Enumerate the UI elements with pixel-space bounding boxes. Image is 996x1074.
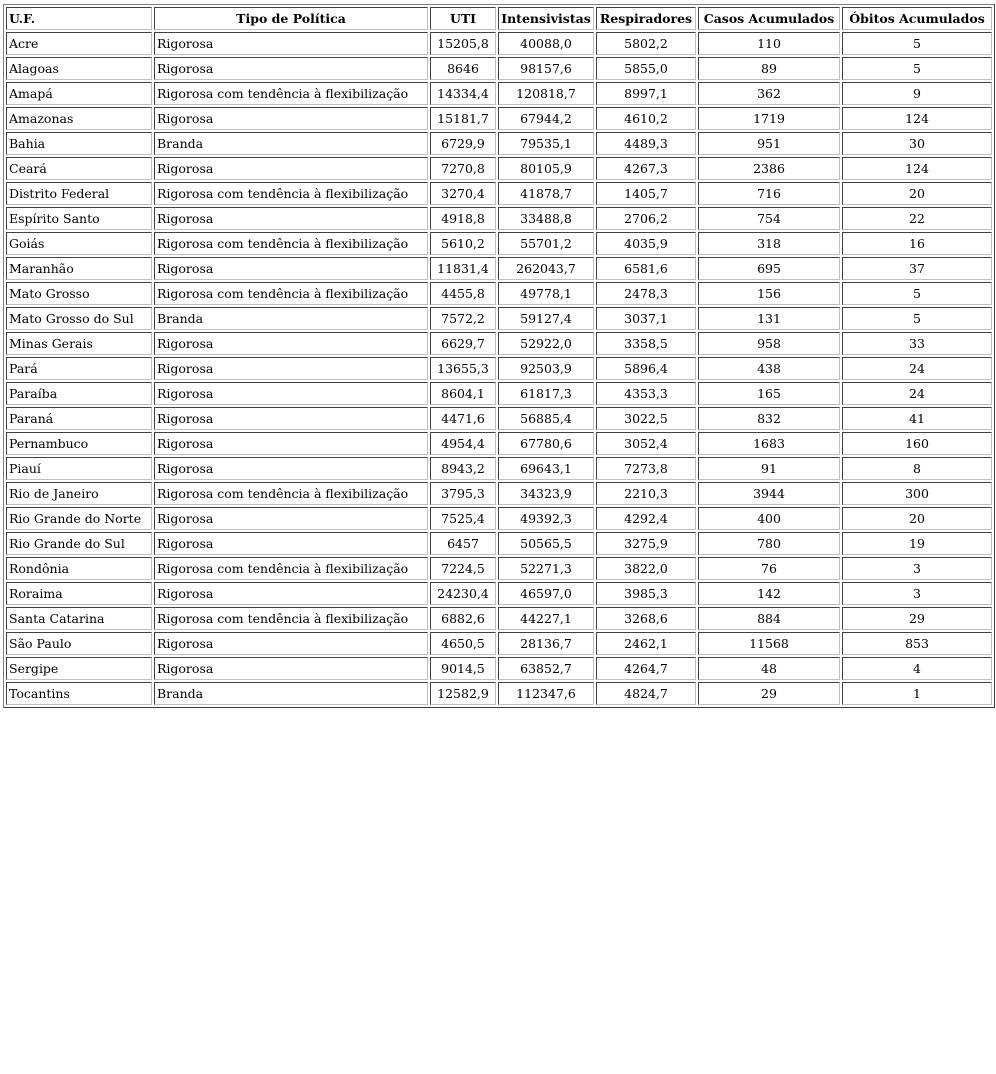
cell-tipo-politica: Rigorosa — [154, 357, 428, 380]
cell-respiradores: 4264,7 — [596, 657, 696, 680]
cell-respiradores: 4489,3 — [596, 132, 696, 155]
cell-uf: Amapá — [6, 82, 152, 105]
cell-uf: Maranhão — [6, 257, 152, 280]
cell-respiradores: 5802,2 — [596, 32, 696, 55]
cell-uf: Sergipe — [6, 657, 152, 680]
header-intensivistas: Intensivistas — [498, 7, 594, 30]
cell-respiradores: 4292,4 — [596, 507, 696, 530]
cell-respiradores: 8997,1 — [596, 82, 696, 105]
cell-uf: Espírito Santo — [6, 207, 152, 230]
cell-uti: 3270,4 — [430, 182, 496, 205]
cell-uf: Santa Catarina — [6, 607, 152, 630]
cell-tipo-politica: Rigorosa — [154, 207, 428, 230]
cell-tipo-politica: Rigorosa com tendência à flexibilização — [154, 557, 428, 580]
cell-tipo-politica: Rigorosa — [154, 632, 428, 655]
table-row — [6, 382, 992, 405]
cell-tipo-politica: Rigorosa — [154, 107, 428, 130]
table-row — [6, 107, 992, 130]
cell-uf: Goiás — [6, 232, 152, 255]
cell-respiradores: 4824,7 — [596, 682, 696, 705]
table-container — [3, 4, 995, 708]
cell-casos-acumulados: 438 — [698, 357, 840, 380]
table-row — [6, 682, 992, 705]
cell-tipo-politica: Rigorosa — [154, 432, 428, 455]
cell-respiradores: 5896,4 — [596, 357, 696, 380]
cell-casos-acumulados: 3944 — [698, 482, 840, 505]
cell-casos-acumulados: 165 — [698, 382, 840, 405]
cell-uf: Acre — [6, 32, 152, 55]
table-row — [6, 407, 992, 430]
cell-uf: Amazonas — [6, 107, 152, 130]
cell-tipo-politica: Branda — [154, 682, 428, 705]
cell-intensivistas: 59127,4 — [498, 307, 594, 330]
cell-uti: 8646 — [430, 57, 496, 80]
table-row — [6, 32, 992, 55]
cell-uf: Bahia — [6, 132, 152, 155]
cell-uti: 7525,4 — [430, 507, 496, 530]
cell-casos-acumulados: 362 — [698, 82, 840, 105]
cell-uf: Mato Grosso do Sul — [6, 307, 152, 330]
cell-tipo-politica: Rigorosa — [154, 407, 428, 430]
cell-uf: Pernambuco — [6, 432, 152, 455]
cell-respiradores: 7273,8 — [596, 457, 696, 480]
cell-obitos-acumulados: 3 — [842, 557, 992, 580]
header-uf: U.F. — [6, 7, 152, 30]
cell-uf: Piauí — [6, 457, 152, 480]
cell-casos-acumulados: 958 — [698, 332, 840, 355]
cell-intensivistas: 61817,3 — [498, 382, 594, 405]
cell-uti: 4650,5 — [430, 632, 496, 655]
cell-uti: 4471,6 — [430, 407, 496, 430]
cell-respiradores: 3022,5 — [596, 407, 696, 430]
cell-uf: Pará — [6, 357, 152, 380]
cell-tipo-politica: Rigorosa — [154, 457, 428, 480]
cell-uf: Paraná — [6, 407, 152, 430]
cell-tipo-politica: Rigorosa com tendência à flexibilização — [154, 607, 428, 630]
cell-respiradores: 4035,9 — [596, 232, 696, 255]
cell-respiradores: 3275,9 — [596, 532, 696, 555]
table-row — [6, 432, 992, 455]
cell-respiradores: 4610,2 — [596, 107, 696, 130]
cell-uf: Alagoas — [6, 57, 152, 80]
cell-uti: 6457 — [430, 532, 496, 555]
cell-uti: 15181,7 — [430, 107, 496, 130]
cell-obitos-acumulados: 16 — [842, 232, 992, 255]
cell-uf: Ceará — [6, 157, 152, 180]
cell-uti: 4918,8 — [430, 207, 496, 230]
table-row — [6, 232, 992, 255]
cell-casos-acumulados: 318 — [698, 232, 840, 255]
cell-respiradores: 4267,3 — [596, 157, 696, 180]
cell-intensivistas: 44227,1 — [498, 607, 594, 630]
table-row — [6, 207, 992, 230]
table-row — [6, 132, 992, 155]
header-casos-acumulados: Casos Acumulados — [698, 7, 840, 30]
cell-obitos-acumulados: 24 — [842, 357, 992, 380]
cell-respiradores: 3268,6 — [596, 607, 696, 630]
table-row — [6, 657, 992, 680]
cell-casos-acumulados: 2386 — [698, 157, 840, 180]
cell-tipo-politica: Branda — [154, 307, 428, 330]
cell-obitos-acumulados: 853 — [842, 632, 992, 655]
cell-respiradores: 2210,3 — [596, 482, 696, 505]
header-respiradores: Respiradores — [596, 7, 696, 30]
cell-obitos-acumulados: 300 — [842, 482, 992, 505]
cell-intensivistas: 80105,9 — [498, 157, 594, 180]
cell-uf: Distrito Federal — [6, 182, 152, 205]
cell-tipo-politica: Rigorosa — [154, 582, 428, 605]
cell-casos-acumulados: 11568 — [698, 632, 840, 655]
header-obitos-acumulados: Óbitos Acumulados — [842, 7, 992, 30]
cell-intensivistas: 92503,9 — [498, 357, 594, 380]
cell-uti: 6729,9 — [430, 132, 496, 155]
table-row — [6, 607, 992, 630]
cell-intensivistas: 52271,3 — [498, 557, 594, 580]
cell-respiradores: 3052,4 — [596, 432, 696, 455]
cell-intensivistas: 49778,1 — [498, 282, 594, 305]
cell-intensivistas: 69643,1 — [498, 457, 594, 480]
table-row — [6, 57, 992, 80]
table-row — [6, 532, 992, 555]
cell-uf: Rio de Janeiro — [6, 482, 152, 505]
cell-uti: 8943,2 — [430, 457, 496, 480]
cell-uti: 7224,5 — [430, 557, 496, 580]
cell-obitos-acumulados: 30 — [842, 132, 992, 155]
cell-uti: 7270,8 — [430, 157, 496, 180]
cell-uf: Rio Grande do Norte — [6, 507, 152, 530]
cell-casos-acumulados: 716 — [698, 182, 840, 205]
header-tipo-politica: Tipo de Política — [154, 7, 428, 30]
table-row — [6, 182, 992, 205]
cell-tipo-politica: Rigorosa — [154, 157, 428, 180]
cell-uf: Rio Grande do Sul — [6, 532, 152, 555]
cell-obitos-acumulados: 9 — [842, 82, 992, 105]
cell-intensivistas: 28136,7 — [498, 632, 594, 655]
cell-intensivistas: 41878,7 — [498, 182, 594, 205]
cell-tipo-politica: Rigorosa com tendência à flexibilização — [154, 482, 428, 505]
table-row — [6, 257, 992, 280]
cell-casos-acumulados: 754 — [698, 207, 840, 230]
cell-tipo-politica: Rigorosa com tendência à flexibilização — [154, 82, 428, 105]
cell-uf: Tocantins — [6, 682, 152, 705]
header-uti: UTI — [430, 7, 496, 30]
cell-uti: 13655,3 — [430, 357, 496, 380]
cell-uf: Minas Gerais — [6, 332, 152, 355]
cell-intensivistas: 112347,6 — [498, 682, 594, 705]
cell-tipo-politica: Rigorosa — [154, 532, 428, 555]
cell-tipo-politica: Rigorosa — [154, 32, 428, 55]
cell-casos-acumulados: 110 — [698, 32, 840, 55]
cell-intensivistas: 262043,7 — [498, 257, 594, 280]
cell-casos-acumulados: 142 — [698, 582, 840, 605]
cell-tipo-politica: Rigorosa — [154, 382, 428, 405]
cell-uti: 7572,2 — [430, 307, 496, 330]
cell-intensivistas: 98157,6 — [498, 57, 594, 80]
cell-obitos-acumulados: 20 — [842, 507, 992, 530]
cell-uti: 8604,1 — [430, 382, 496, 405]
cell-uti: 9014,5 — [430, 657, 496, 680]
cell-intensivistas: 56885,4 — [498, 407, 594, 430]
table-row — [6, 557, 992, 580]
cell-respiradores: 2478,3 — [596, 282, 696, 305]
cell-obitos-acumulados: 19 — [842, 532, 992, 555]
cell-obitos-acumulados: 29 — [842, 607, 992, 630]
cell-respiradores: 3985,3 — [596, 582, 696, 605]
cell-obitos-acumulados: 5 — [842, 32, 992, 55]
cell-casos-acumulados: 89 — [698, 57, 840, 80]
cell-casos-acumulados: 48 — [698, 657, 840, 680]
cell-uf: Mato Grosso — [6, 282, 152, 305]
cell-uti: 6629,7 — [430, 332, 496, 355]
cell-intensivistas: 79535,1 — [498, 132, 594, 155]
cell-intensivistas: 67944,2 — [498, 107, 594, 130]
cell-tipo-politica: Rigorosa — [154, 257, 428, 280]
cell-uf: Roraima — [6, 582, 152, 605]
cell-intensivistas: 55701,2 — [498, 232, 594, 255]
cell-respiradores: 4353,3 — [596, 382, 696, 405]
cell-obitos-acumulados: 160 — [842, 432, 992, 455]
cell-obitos-acumulados: 24 — [842, 382, 992, 405]
cell-uti: 4954,4 — [430, 432, 496, 455]
table-row — [6, 332, 992, 355]
cell-intensivistas: 120818,7 — [498, 82, 594, 105]
cell-intensivistas: 46597,0 — [498, 582, 594, 605]
cell-respiradores: 3358,5 — [596, 332, 696, 355]
cell-respiradores: 1405,7 — [596, 182, 696, 205]
cell-obitos-acumulados: 124 — [842, 107, 992, 130]
cell-obitos-acumulados: 1 — [842, 682, 992, 705]
cell-tipo-politica: Rigorosa — [154, 57, 428, 80]
cell-obitos-acumulados: 22 — [842, 207, 992, 230]
cell-obitos-acumulados: 124 — [842, 157, 992, 180]
cell-uf: São Paulo — [6, 632, 152, 655]
table-row — [6, 357, 992, 380]
cell-intensivistas: 33488,8 — [498, 207, 594, 230]
table-row — [6, 632, 992, 655]
cell-uti: 3795,3 — [430, 482, 496, 505]
table-row — [6, 307, 992, 330]
cell-obitos-acumulados: 5 — [842, 307, 992, 330]
cell-uti: 12582,9 — [430, 682, 496, 705]
cell-obitos-acumulados: 4 — [842, 657, 992, 680]
table-row — [6, 582, 992, 605]
cell-tipo-politica: Rigorosa — [154, 507, 428, 530]
cell-uti: 14334,4 — [430, 82, 496, 105]
cell-tipo-politica: Rigorosa com tendência à flexibilização — [154, 282, 428, 305]
cell-casos-acumulados: 400 — [698, 507, 840, 530]
cell-casos-acumulados: 1719 — [698, 107, 840, 130]
cell-obitos-acumulados: 5 — [842, 282, 992, 305]
cell-obitos-acumulados: 5 — [842, 57, 992, 80]
cell-respiradores: 2462,1 — [596, 632, 696, 655]
cell-uf: Rondônia — [6, 557, 152, 580]
cell-casos-acumulados: 695 — [698, 257, 840, 280]
cell-casos-acumulados: 29 — [698, 682, 840, 705]
cell-intensivistas: 63852,7 — [498, 657, 594, 680]
states-policy-table — [3, 4, 995, 708]
cell-tipo-politica: Rigorosa com tendência à flexibilização — [154, 182, 428, 205]
cell-intensivistas: 49392,3 — [498, 507, 594, 530]
cell-respiradores: 3037,1 — [596, 307, 696, 330]
cell-respiradores: 5855,0 — [596, 57, 696, 80]
table-row — [6, 457, 992, 480]
table-row — [6, 482, 992, 505]
cell-casos-acumulados: 780 — [698, 532, 840, 555]
cell-intensivistas: 34323,9 — [498, 482, 594, 505]
cell-respiradores: 3822,0 — [596, 557, 696, 580]
cell-uti: 11831,4 — [430, 257, 496, 280]
cell-casos-acumulados: 76 — [698, 557, 840, 580]
cell-respiradores: 2706,2 — [596, 207, 696, 230]
cell-obitos-acumulados: 37 — [842, 257, 992, 280]
cell-intensivistas: 40088,0 — [498, 32, 594, 55]
table-row — [6, 157, 992, 180]
cell-respiradores: 6581,6 — [596, 257, 696, 280]
table-body — [6, 32, 992, 705]
cell-intensivistas: 50565,5 — [498, 532, 594, 555]
cell-uti: 6882,6 — [430, 607, 496, 630]
cell-obitos-acumulados: 20 — [842, 182, 992, 205]
cell-tipo-politica: Rigorosa — [154, 332, 428, 355]
cell-casos-acumulados: 131 — [698, 307, 840, 330]
cell-obitos-acumulados: 8 — [842, 457, 992, 480]
cell-obitos-acumulados: 33 — [842, 332, 992, 355]
cell-uti: 4455,8 — [430, 282, 496, 305]
header-row — [6, 7, 992, 30]
cell-casos-acumulados: 951 — [698, 132, 840, 155]
table-row — [6, 82, 992, 105]
cell-uf: Paraíba — [6, 382, 152, 405]
cell-casos-acumulados: 832 — [698, 407, 840, 430]
cell-casos-acumulados: 884 — [698, 607, 840, 630]
cell-uti: 15205,8 — [430, 32, 496, 55]
cell-obitos-acumulados: 3 — [842, 582, 992, 605]
cell-tipo-politica: Rigorosa — [154, 657, 428, 680]
cell-casos-acumulados: 91 — [698, 457, 840, 480]
cell-uti: 24230,4 — [430, 582, 496, 605]
cell-intensivistas: 67780,6 — [498, 432, 594, 455]
table-row — [6, 507, 992, 530]
cell-tipo-politica: Branda — [154, 132, 428, 155]
cell-casos-acumulados: 156 — [698, 282, 840, 305]
cell-tipo-politica: Rigorosa com tendência à flexibilização — [154, 232, 428, 255]
cell-intensivistas: 52922,0 — [498, 332, 594, 355]
cell-obitos-acumulados: 41 — [842, 407, 992, 430]
cell-casos-acumulados: 1683 — [698, 432, 840, 455]
table-row — [6, 282, 992, 305]
cell-uti: 5610,2 — [430, 232, 496, 255]
